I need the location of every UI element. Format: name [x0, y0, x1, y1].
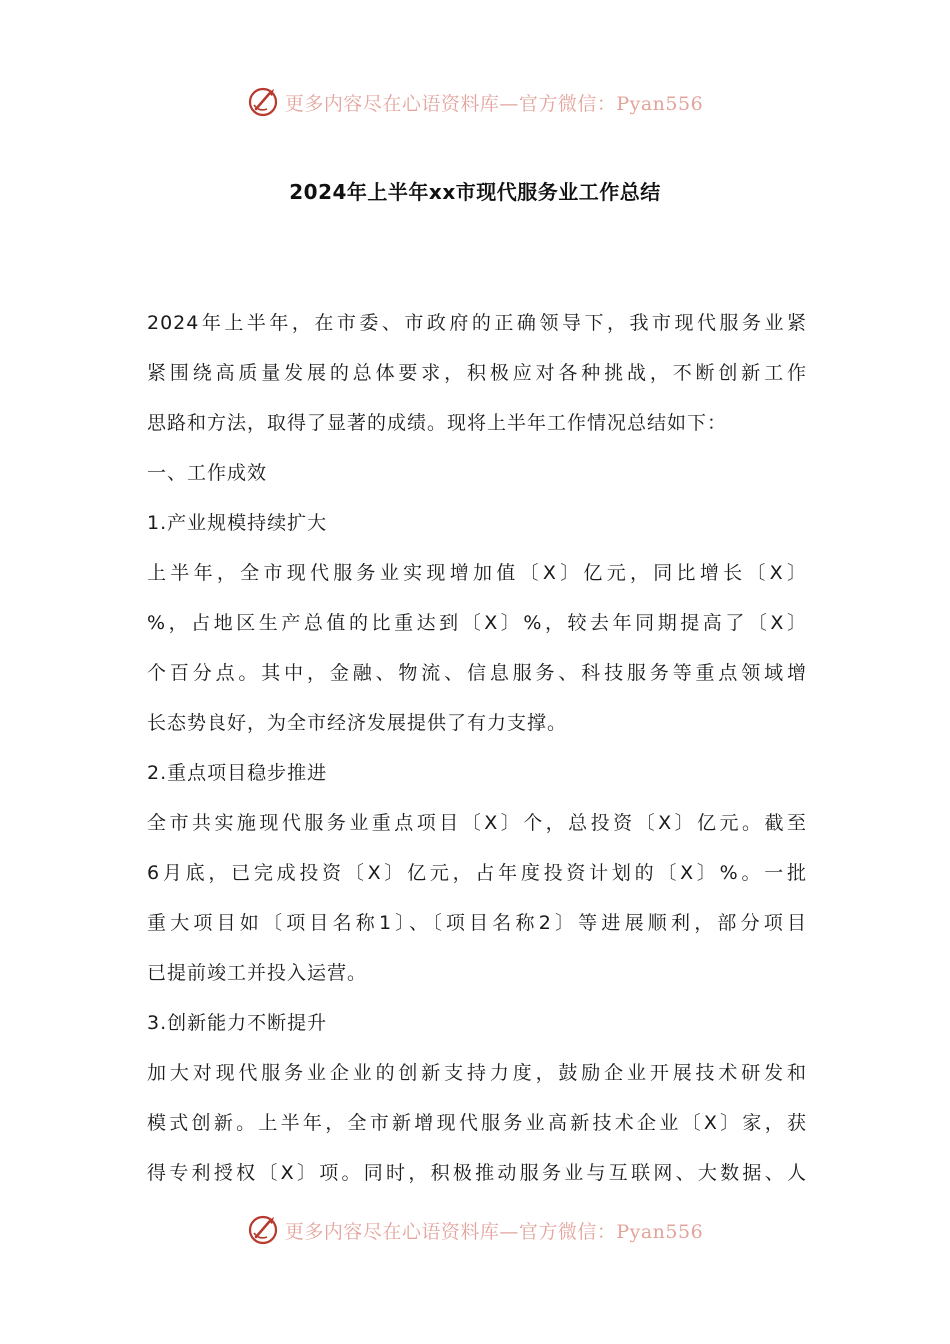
body-line: 模式创新。上半年，全市新增现代服务业高新技术企业〔X〕家，获 [147, 1112, 807, 1134]
subsection-heading: 2.重点项目稳步推进 [147, 762, 328, 784]
document-title: 2024年上半年xx市现代服务业工作总结 [289, 180, 661, 204]
body-line: 6月底，已完成投资〔X〕亿元，占年度投资计划的〔X〕%。一批 [147, 862, 807, 884]
body-line: 个百分点。其中，金融、物流、信息服务、科技服务等重点领域增 [147, 662, 807, 684]
footer-watermark [0, 1210, 950, 1250]
subsection-heading: 3.创新能力不断提升 [147, 1012, 328, 1034]
pen-logo-icon [247, 85, 281, 119]
watermark-text: 更多内容尽在心语资料库—官方微信：Pyan556 [284, 92, 704, 115]
body-line: 上半年，全市现代服务业实现增加值〔X〕亿元，同比增长〔X〕 [147, 562, 807, 584]
body-line: 加大对现代服务业企业的创新支持力度，鼓励企业开展技术研发和 [147, 1062, 807, 1084]
body-line: 重大项目如〔项目名称1〕、〔项目名称2〕等进展顺利，部分项目 [147, 912, 807, 934]
header-watermark [0, 82, 950, 122]
body-line: 已提前竣工并投入运营。 [147, 962, 368, 984]
document-body [147, 298, 807, 1198]
body-line: 得专利授权〔X〕项。同时，积极推动服务业与互联网、大数据、人 [147, 1162, 807, 1184]
body-line: 紧围绕高质量发展的总体要求，积极应对各种挑战，不断创新工作 [147, 362, 807, 384]
subsection-heading: 1.产业规模持续扩大 [147, 512, 328, 534]
body-line: 全市共实施现代服务业重点项目〔X〕个，总投资〔X〕亿元。截至 [147, 812, 807, 834]
section-heading: 一、工作成效 [147, 462, 268, 484]
pen-logo-icon [247, 1213, 281, 1247]
body-line: 长态势良好，为全市经济发展提供了有力支撑。 [147, 712, 568, 734]
body-line: %，占地区生产总值的比重达到〔X〕%，较去年同期提高了〔X〕 [147, 612, 807, 634]
body-line: 思路和方法，取得了显著的成绩。现将上半年工作情况总结如下： [147, 412, 728, 434]
body-line: 2024年上半年，在市委、市政府的正确领导下，我市现代服务业紧 [147, 312, 807, 334]
watermark-text: 更多内容尽在心语资料库—官方微信：Pyan556 [284, 1220, 704, 1243]
